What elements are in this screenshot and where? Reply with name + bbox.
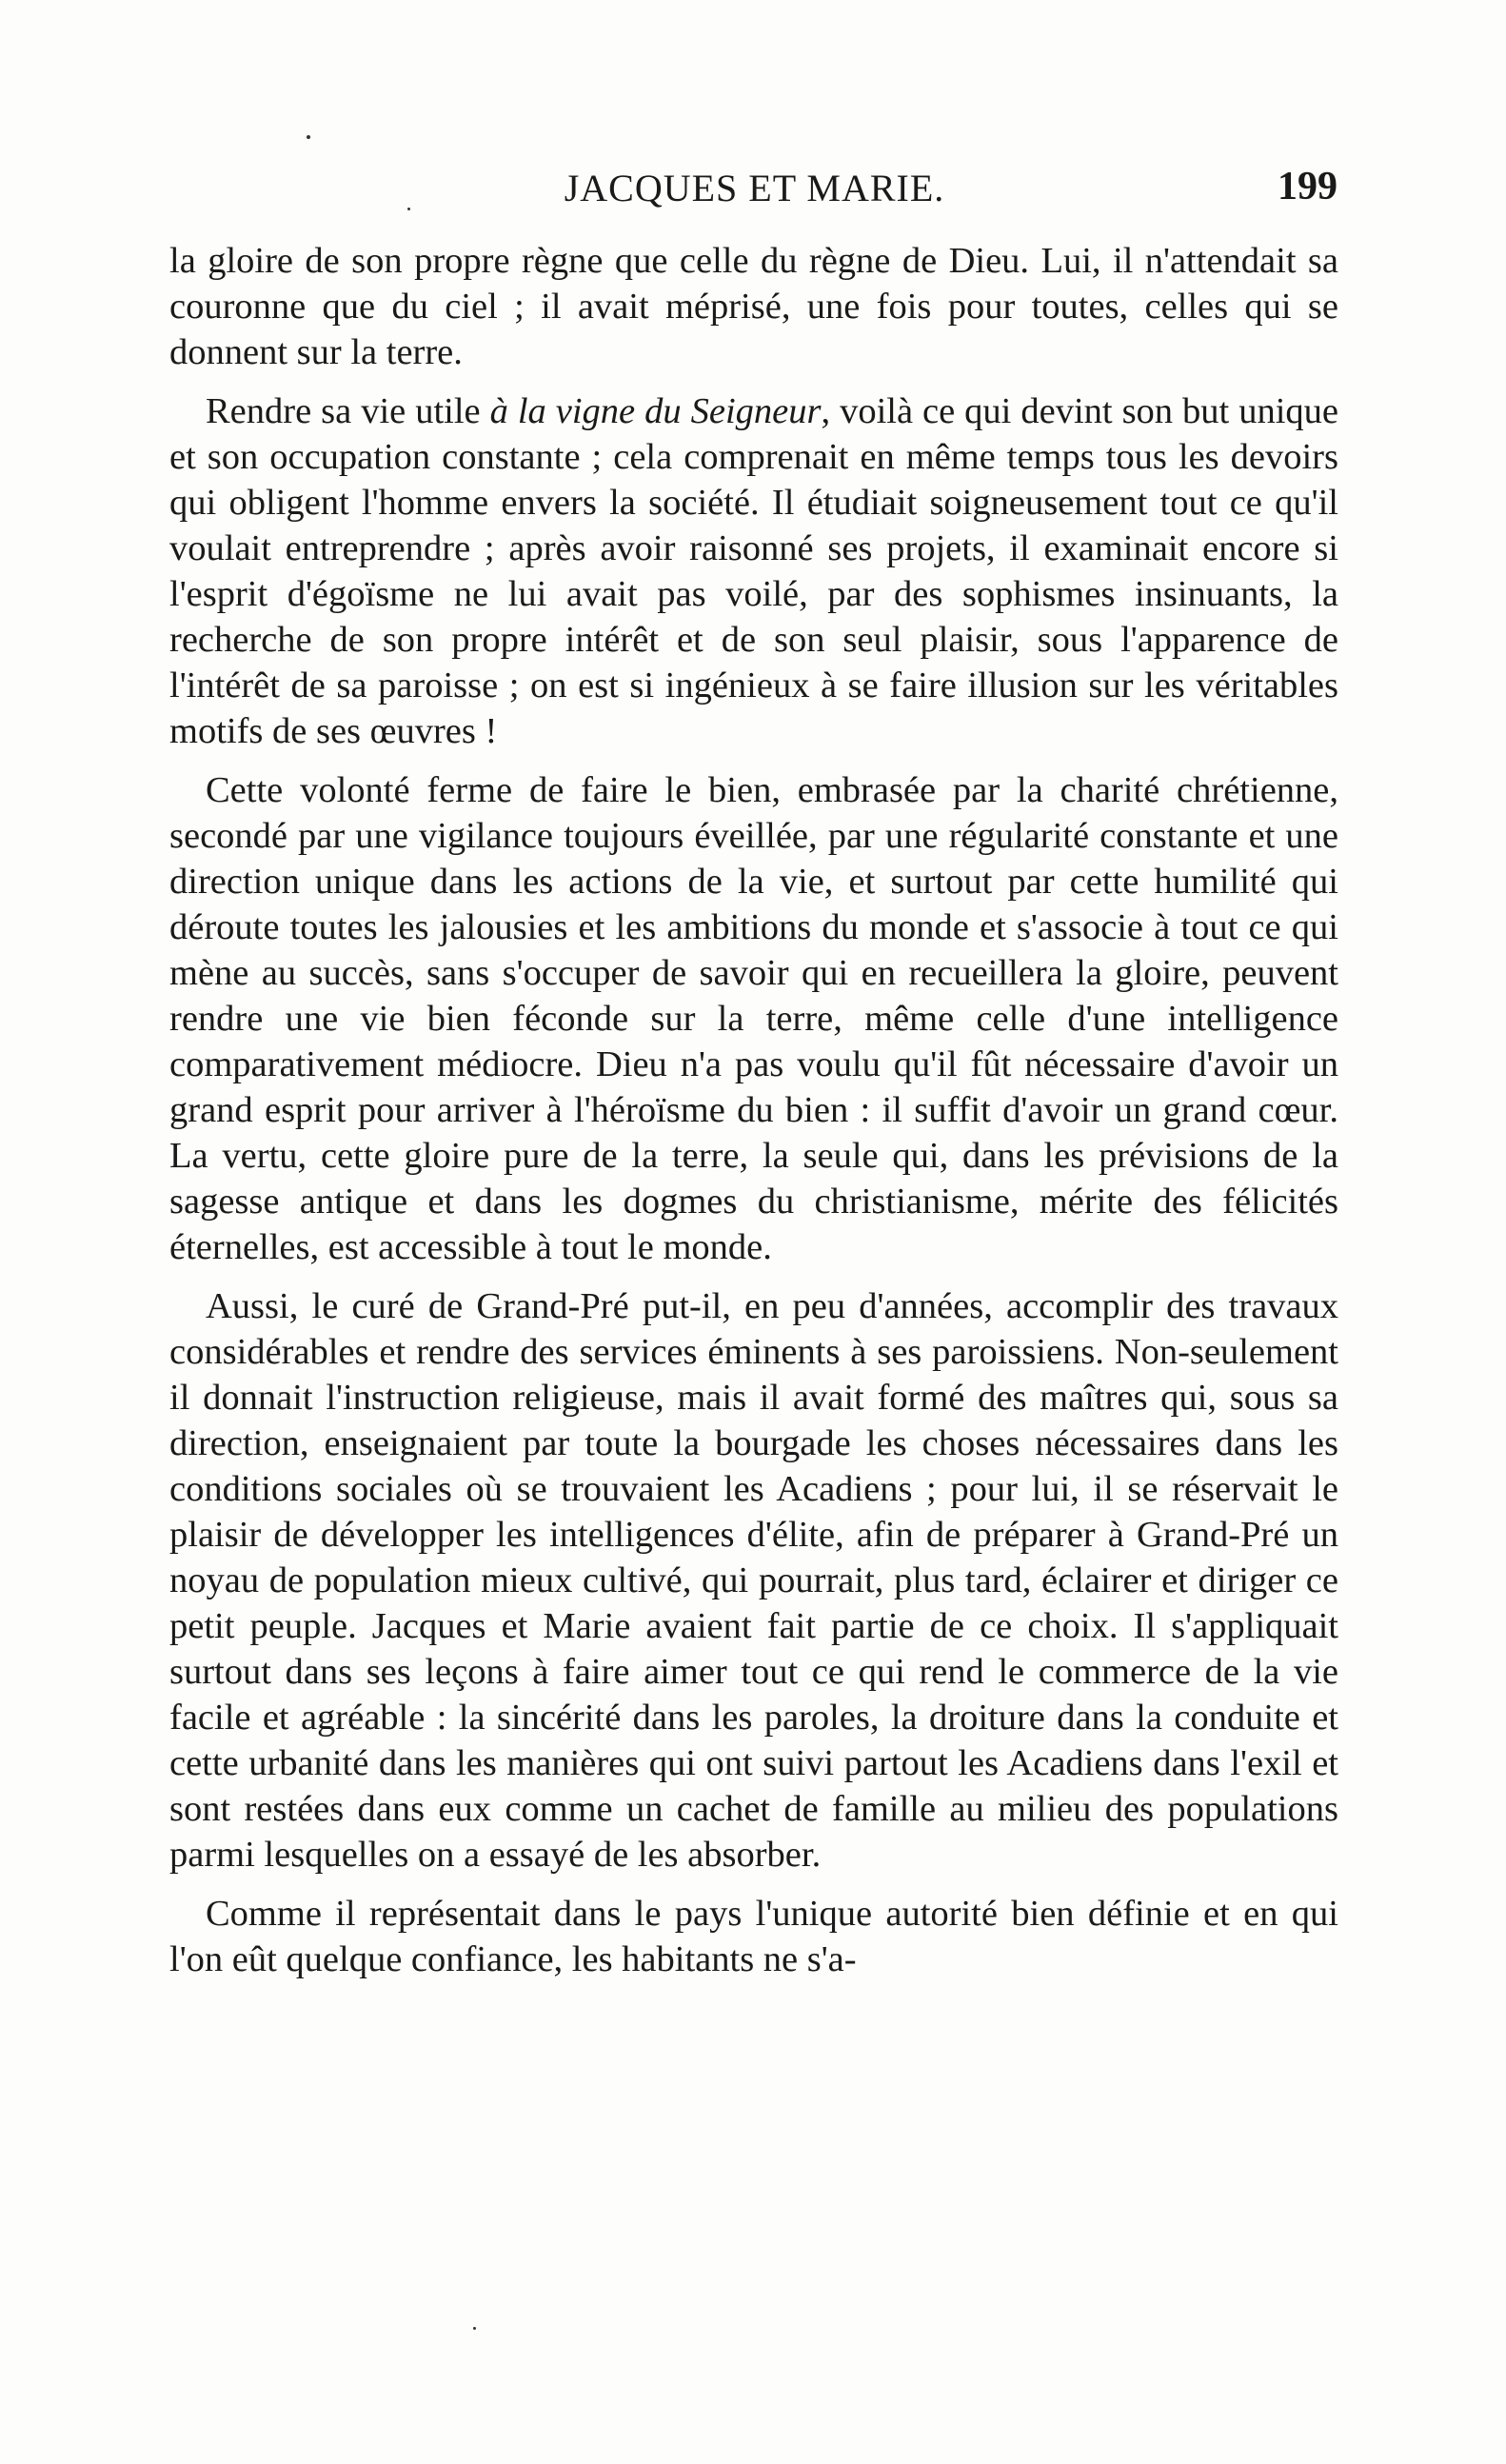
- ink-speck: [473, 2327, 476, 2330]
- ink-speck: [307, 135, 310, 139]
- paragraph-text: , voilà ce qui devint son but unique et son occupation constante ; cela comprenait en même temps tous les devoirs qui obligent l'homme envers la société. Il étudiait soigneusement tout ce qu'il voulait entreprendre ; après avoir raisonné ses projets, il examinait encore si l'esprit d'égoïsme ne lui avait pas voilé, par des sophismes insinuants, la recherche de son propre intérêt et de son seul plaisir, sous l'apparence de l'intérêt de sa paroisse ; on est si ingénieux à se faire illusion sur les véritables motifs de ses œuvres !: [169, 391, 1338, 751]
- paragraph: [169, 388, 1338, 754]
- paragraph: Comme il représentait dans le pays l'unique autorité bien définie et en qui l'on eût quelque confiance, les habitants ne s'a-: [169, 1894, 1338, 1979]
- paragraph-continued: la gloire de son propre règne que celle du règne de Dieu. Lui, il n'attendait sa couronne que du ciel ; il avait méprisé, une fois pour toutes, celles qui se donnent sur la terre.: [169, 241, 1338, 372]
- page-number: 199: [1278, 165, 1338, 209]
- paragraph: Aussi, le curé de Grand-Pré put-il, en peu d'années, accomplir des travaux considérables et rendre des services éminents à ses paroissiens. Non-seulement il donnait l'instruction religieuse, mais il avait formé des maîtres qui, sous sa direction, enseignaient par toute la bourgade les choses nécessaires dans les conditions sociales où se trouvaient les Acadiens ; pour lui, il se réservait le plaisir de développer les intelligences d'élite, afin de préparer à Grand-Pré un noyau de population mieux cultivé, qui pourrait, plus tard, éclairer et diriger ce petit peuple. Jacques et Marie avaient fait partie de ce choix. Il s'appliquait surtout dans ses leçons à faire aimer tout ce qui rend le commerce de la vie facile et agréable : la sincérité dans les paroles, la droiture dans la conduite et cette urbanité dans les manières qui ont suivi partout les Acadiens dans l'exil et sont restées dans eux comme un cachet de famille au milieu des populations parmi lesquelles on a essayé de les absorber.: [169, 1286, 1338, 1875]
- running-title: JACQUES ET MARIE.: [564, 167, 945, 209]
- paragraph: Cette volonté ferme de faire le bien, embrasée par la charité chrétienne, secondé par une vigilance toujours éveillée, par une régularité constante et une direction unique dans les actions de la vie, et surtout par cette humilité qui déroute toutes les jalousies et les ambitions du monde et s'associe à tout ce qui mène au succès, sans s'occuper de savoir qui en recueillera la gloire, peuvent rendre une vie bien féconde sur la terre, même celle d'une intelligence comparativement médiocre. Dieu n'a pas voulu qu'il fût nécessaire d'avoir un grand esprit pour arriver à l'héroïsme du bien : il suffit d'avoir un grand cœur. La vertu, cette gloire pure de la terre, la seule qui, dans les prévisions de la sagesse antique et dans les dogmes du christianisme, mérite des félicités éternelles, est accessible à tout le monde.: [169, 770, 1338, 1267]
- italic-phrase: à la vigne du Seigneur: [489, 391, 822, 431]
- paragraph-text: Rendre sa vie utile: [206, 391, 490, 431]
- body-text: [169, 238, 1338, 1982]
- running-head: [171, 160, 1338, 217]
